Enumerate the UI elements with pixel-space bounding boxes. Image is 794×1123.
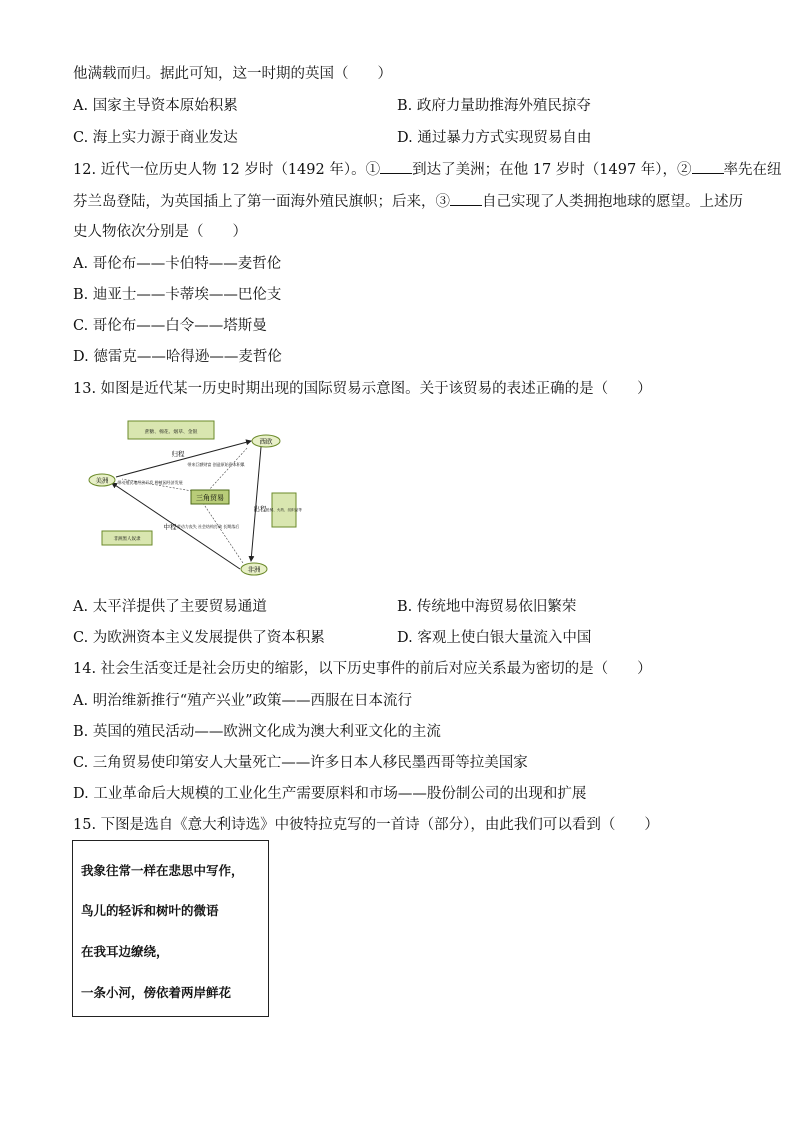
america-label: 美洲 <box>95 476 109 485</box>
west-europe-label: 西欧 <box>259 437 273 446</box>
q12-line1-part-a: 12. 近代一位历史人物 12 岁时（1492 年）。① <box>73 162 381 178</box>
poem-line-1: 我象往常一样在悲思中写作， <box>81 863 244 878</box>
q11-stem-tail: 他满载而归。据此可知，这一时期的英国（ ） <box>73 66 392 82</box>
q11-option-b[interactable]: B. 政府力量助推海外殖民掠夺 <box>397 98 591 114</box>
poem-line-2: 鸟儿的轻诉和树叶的微语 <box>81 903 219 918</box>
note-america: 带动殖民地经济开发 种植园经济发展 <box>117 480 183 485</box>
q14-option-c[interactable]: C. 三角贸易使印第安人大量死亡——许多日本人移民墨西哥等拉美国家 <box>73 755 528 771</box>
outbound-route-label: 出程 <box>253 505 267 513</box>
blank-2 <box>692 159 724 174</box>
q12-option-d[interactable]: D. 德雷克——哈得逊——麦哲伦 <box>73 349 282 365</box>
q13-option-b[interactable]: B. 传统地中海贸易依旧繁荣 <box>397 599 577 615</box>
q14-option-a[interactable]: A. 明治维新推行“殖产兴业”政策——西服在日本流行 <box>73 693 413 709</box>
goods-top-label: 蔗糖、棉花、烟草、金银 <box>144 430 198 435</box>
q12-option-b[interactable]: B. 迪亚士——卡蒂埃——巴伦支 <box>73 287 282 303</box>
q15-stem: 15. 下图是选自《意大利诗选》中彼特拉克写的一首诗（部分），由此我们可以看到（ ） <box>73 817 659 833</box>
q12-line2-part-a: 芬兰岛登陆，为英国插上了第一面海外殖民旗帜；后来，③ <box>73 194 450 210</box>
q12-stem-line3: 史人物依次分别是（ ） <box>73 224 247 240</box>
q14-option-d[interactable]: D. 工业革命后大规模的工业化生产需要原料和市场——股份制公司的出现和扩展 <box>73 786 587 802</box>
q11-option-c[interactable]: C. 海上实力源于商业发达 <box>73 130 238 146</box>
goods-right-label: 枪械、火药、纺织品等 <box>266 508 302 512</box>
poem-box <box>72 840 269 1017</box>
return-route-arrow <box>116 441 251 477</box>
triangular-trade-diagram <box>88 413 302 583</box>
connector-europe <box>208 447 248 491</box>
q14-stem: 14. 社会生活变迁是社会历史的缩影，以下历史事件的前后对应关系最为密切的是（ ） <box>73 661 652 677</box>
connector-africa <box>203 503 243 563</box>
note-europe: 带来巨额财富 创造原始资本积累 <box>187 462 245 467</box>
return-route-label: 归程 <box>171 450 185 458</box>
note-africa: 劳动力丧失 社会结构打破 长期落后 <box>176 524 240 529</box>
q13-option-c[interactable]: C. 为欧洲资本主义发展提供了资本积累 <box>73 630 325 646</box>
q12-line1-part-c: 率先在纽 <box>723 162 782 178</box>
q12-line1-part-b: 到达了美洲；在他 17 岁时（1497 年），② <box>412 162 692 178</box>
goods-left-label: 非洲黑人奴隶 <box>113 537 141 542</box>
q13-stem: 13. 如图是近代某一历史时期出现的国际贸易示意图。关于该贸易的表述正确的是（ ） <box>73 381 652 397</box>
q14-option-b[interactable]: B. 英国的殖民活动——欧洲文化成为澳大利亚文化的主流 <box>73 724 441 740</box>
center-label: 三角贸易 <box>196 494 224 502</box>
blank-3 <box>450 191 482 206</box>
q11-option-d[interactable]: D. 通过暴力方式实现贸易自由 <box>397 130 592 146</box>
q12-option-c[interactable]: C. 哥伦布——白令——塔斯曼 <box>73 318 267 334</box>
middle-route-label: 中程 <box>163 523 177 531</box>
poem-line-3: 在我耳边缭绕， <box>81 944 169 959</box>
q12-option-a[interactable]: A. 哥伦布——卡伯特——麦哲伦 <box>73 256 282 272</box>
outbound-route-arrow <box>251 447 261 561</box>
q13-option-d[interactable]: D. 客观上使白银大量流入中国 <box>397 630 592 646</box>
q12-stem-line1 <box>73 159 782 180</box>
q12-line2-part-b: 自己实现了人类拥抱地球的愿望。上述历 <box>482 194 743 210</box>
q12-stem-line2 <box>73 191 743 212</box>
q11-option-a[interactable]: A. 国家主导资本原始积累 <box>73 98 238 114</box>
africa-label: 非洲 <box>247 565 261 574</box>
blank-1 <box>380 159 412 174</box>
poem-line-4: 一条小河，傍依着两岸鲜花 <box>81 985 232 1000</box>
q13-option-a[interactable]: A. 太平洋提供了主要贸易通道 <box>73 599 267 615</box>
